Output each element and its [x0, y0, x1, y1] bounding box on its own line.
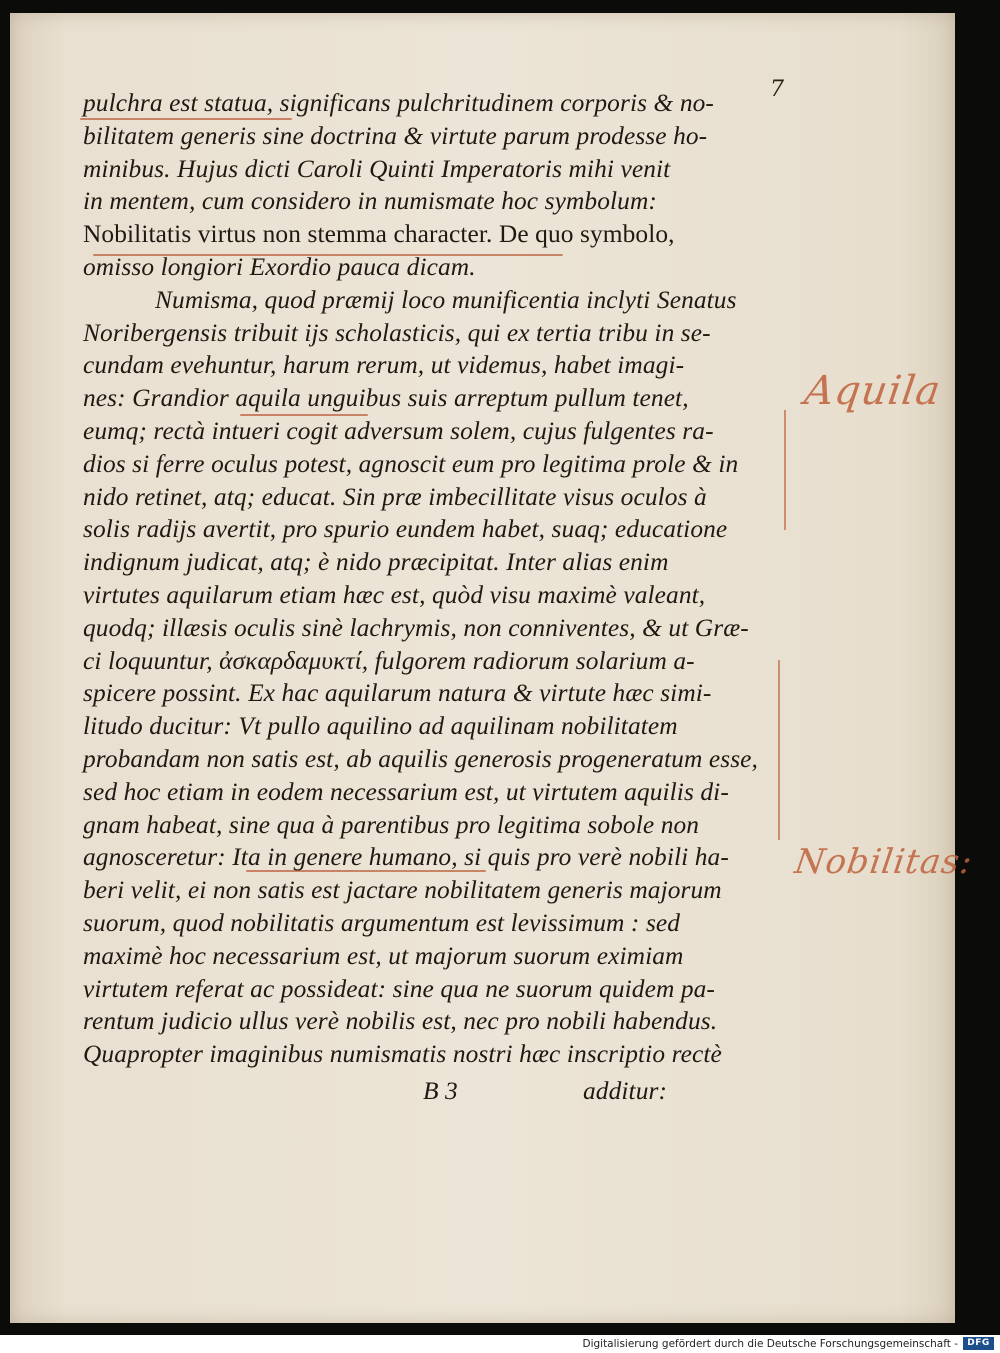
text-line: gnam habeat, sine qua à parentibus pro legitima sobole non: [83, 810, 700, 839]
text-line: dios si ferre oculus potest, agnoscit eum pro legitima prole & in: [83, 449, 739, 478]
margin-note-aquila: Aquila: [801, 368, 944, 414]
text-line: in mentem, cum considero in numismate hoc symbolum:: [83, 187, 657, 216]
text-line: nes: Grandior aquila unguibus suis arreptum pullum tenet,: [83, 384, 689, 413]
text-line: suorum, quod nobilitatis argumentum est levissimum : sed: [83, 908, 681, 937]
text-line: nido retinet, atq; educat. Sin præ imbecillitate visus oculos à: [83, 482, 707, 511]
text-line: sed hoc etiam in eodem necessarium est, ut virtutem aquilis di-: [83, 777, 729, 806]
margin-note-nobilitas: Nobilitas:: [792, 842, 976, 882]
funding-credit: Digitalisierung gefördert durch die Deutsche Forschungsgemeinschaft -: [582, 1338, 958, 1350]
text-line: cundam evehuntur, harum rerum, ut videmus, habet imagi-: [83, 351, 685, 380]
text-line: virtutem referat ac possideat: sine qua ne suorum quidem pa-: [83, 974, 715, 1003]
text-line: Nobilitatis virtus non stemma character. De quo symbolo,: [83, 220, 675, 249]
signature-mark: B 3: [423, 1076, 458, 1105]
page-number: 7: [770, 77, 784, 102]
text-line: Numisma, quod præmij loco munificentia inclyti Senatus: [155, 285, 737, 314]
text-line: ci loquuntur, ἀσκαρδαμυκτί, fulgorem radiorum solarium a-: [83, 646, 695, 675]
text-line: solis radijs avertit, pro spurio eundem habet, suaq; educatione: [83, 515, 728, 544]
text-line: beri velit, ei non satis est jactare nobilitatem generis majorum: [83, 876, 722, 905]
text-line: spicere possint. Ex hac aquilarum natura & virtute hæc simi-: [83, 679, 712, 708]
text-line: Quapropter imaginibus numismatis nostri hæc inscriptio rectè: [83, 1040, 722, 1069]
text-line: Noribergensis tribuit ijs scholasticis, qui ex tertia tribu in se-: [83, 318, 711, 347]
text-line: rentum judicio ullus verè nobilis est, nec pro nobili habendus.: [83, 1007, 718, 1036]
text-line: bilitatem generis sine doctrina & virtute parum prodesse ho-: [83, 121, 708, 150]
text-line: quodq; illæsis oculis sinè lachrymis, non conniventes, & ut Græ-: [83, 613, 749, 642]
text-line: indignum judicat, atq; è nido præcipitat. Inter alias enim: [83, 548, 669, 577]
text-line: probandam non satis est, ab aquilis generosis progeneratum esse,: [83, 744, 758, 773]
catchword: additur:: [583, 1076, 668, 1105]
text-line: litudo ducitur: Vt pullo aquilino ad aquilinam nobilitatem: [83, 712, 678, 741]
text-line: pulchra est statua, significans pulchritudinem corporis & no-: [83, 89, 714, 117]
text-line: minibus. Hujus dicti Caroli Quinti Imperatoris mihi venit: [83, 154, 671, 183]
body-text: [83, 87, 783, 1111]
dfg-logo-icon: DFG: [963, 1337, 994, 1350]
text-line: virtutes aquilarum etiam hæc est, quòd visu maximè valeant,: [83, 580, 706, 609]
text-line: omisso longiori Exordio pauca dicam.: [83, 252, 476, 281]
text-line: eumq; rectà intueri cogit adversum solem, cujus fulgentes ra-: [83, 416, 714, 445]
margin-bracket: [784, 410, 786, 530]
text-line: maximè hoc necessarium est, ut majorum suorum eximiam: [83, 941, 684, 970]
text-line: agnosceretur: Ita in genere humano, si quis pro verè nobili ha-: [83, 843, 729, 872]
page-footer-line: [83, 1071, 783, 1111]
